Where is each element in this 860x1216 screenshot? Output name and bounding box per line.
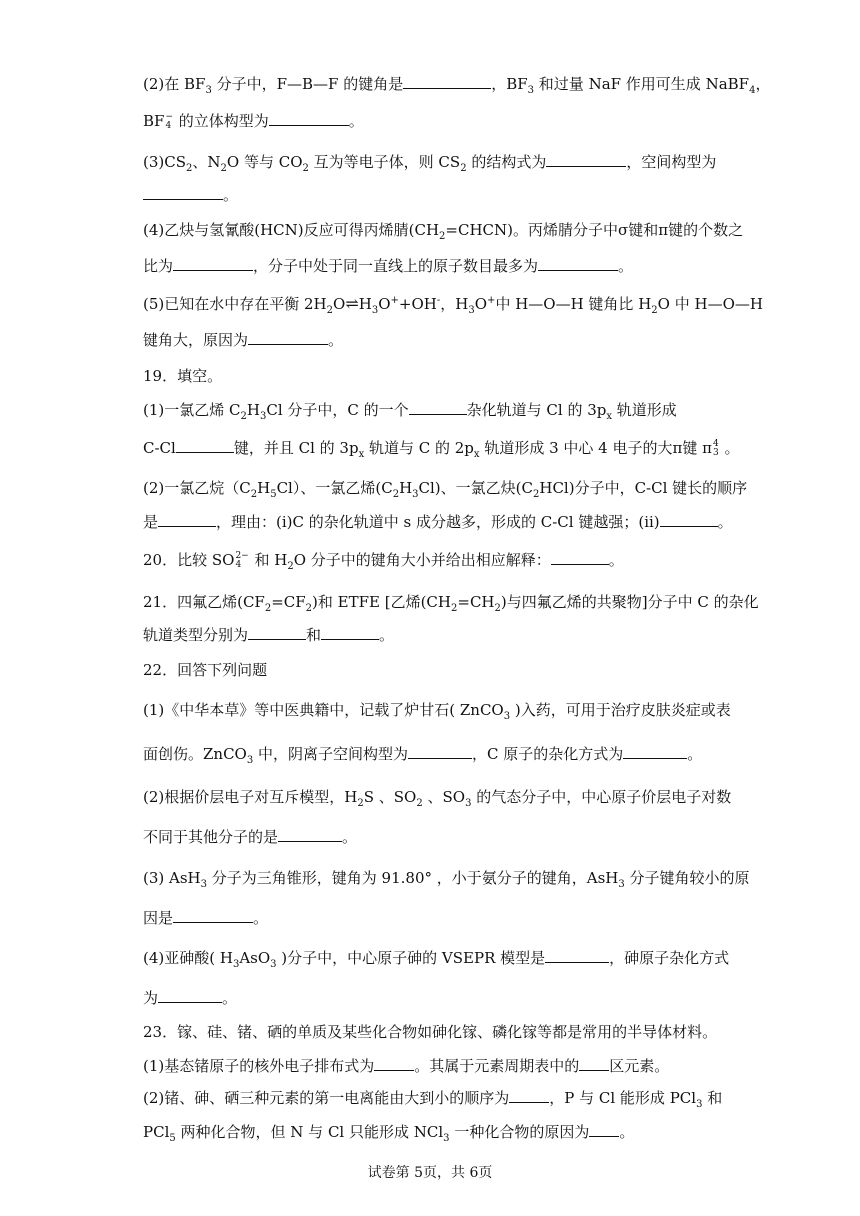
text-run: 、N [192,153,221,171]
text-run: 。 [619,1123,635,1141]
question-line [143,74,770,94]
subscript: 4 [165,121,172,131]
text-run: (2)根据价层电子对互斥模型，H [143,788,358,806]
question-line [143,744,702,764]
text-run: 的结构式为 [466,153,547,171]
superscript: − [165,112,173,122]
text-run: (4)乙炔与氢氰酸(HCN)反应可得丙烯腈(CH [143,221,440,239]
text-run: (2)一氯乙烷（C [143,479,251,497]
text-run: S 、SO [363,788,417,806]
text-run: 轨道形成 3 中心 4 电子的大π键 [479,439,698,457]
answer-blank [545,948,609,963]
answer-blank [143,185,223,200]
text-run: O [474,295,488,313]
text-run: Cl 分子中，C 的一个 [266,401,409,419]
text-run: PCl [143,1123,170,1141]
text-run: 一种化合物的原因为 [449,1123,590,1141]
text-run: )分子中，中心原子砷的 VSEPR 模型是 [276,949,546,967]
answer-blank [269,111,349,126]
text-run: (3)CS [143,153,187,171]
answer-blank [158,988,222,1003]
subscript: 2 [651,305,658,316]
subscript: x [606,411,613,422]
subscript: 5 [169,1133,176,1144]
text-run: 的立体构型为 [173,112,269,130]
text-run: 22．回答下列问题 [143,661,268,679]
text-run: 为 [143,989,159,1007]
text-run: 和 H [249,551,288,569]
subscript: x [473,449,480,460]
text-run: O 中 H—O—H [657,295,763,313]
subscript: 5 [270,489,277,500]
subscript: 3 [232,959,240,970]
answer-blank [173,908,253,923]
question-line [143,400,677,420]
stacked-index [713,440,719,458]
answer-blank [321,625,379,640]
subscript: 3 [205,85,212,96]
text-run: BF [143,112,165,130]
subscript: 2 [220,163,227,174]
answer-blank [546,152,626,167]
text-run: =CHCN)。丙烯腈分子中σ键和π键的个数之 [445,221,744,239]
question-line [143,512,733,532]
text-run: O [333,295,346,313]
subscript: 3 [468,305,475,316]
answer-blank [579,1056,609,1071]
text-run: H [358,295,372,313]
superscript: 4 [712,439,719,449]
text-run: 分子为三角锥形，键角为 91.80° ，小于氨分子的键角，AsH [207,869,619,887]
subscript: 3 [412,489,419,500]
subscript: 2 [451,603,458,614]
stacked-index [235,552,248,570]
text-run: 分子中，F—B—F 的键角是 [211,75,404,93]
subscript: 2 [250,489,258,500]
text-run: 。 [253,909,269,927]
text-run: Cl）、一氯乙烯(C [276,479,393,497]
text-run: 因是 [143,909,174,927]
subscript: 3 [527,85,535,96]
text-run: )入药，可用于治疗皮肤炎症或表 [510,701,731,719]
answer-blank [248,625,306,640]
subscript: 2 [240,411,247,422]
text-run: (5)已知在水中存在平衡 2H [143,295,327,313]
answer-blank [248,330,328,345]
subscript: 3 [200,879,208,890]
text-run: 21．四氟乙烯(CF [143,593,265,611]
text-run: =CF [271,593,306,611]
text-run: 。 [328,331,344,349]
question-line [143,1088,722,1108]
question-line [143,294,763,314]
answer-blank [589,1122,619,1137]
text-run: C-Cl [143,439,176,457]
superscript: + [390,295,399,306]
subscript: 2 [392,489,400,500]
text-run: π [697,439,712,457]
text-run: ，BF [491,75,528,93]
subscript: 3 [618,879,625,890]
text-run: 中，阴离子空间构型为 [253,745,409,763]
answer-blank [176,438,234,453]
question-line [143,827,357,847]
question-heading [143,660,267,680]
answer-blank [551,550,609,565]
text-run: 和过量 NaF 作用可生成 NaBF [534,75,750,93]
question-line [143,988,237,1008]
text-run: (2)锗、砷、硒三种元素的第一电离能由大到小的顺序为 [143,1089,510,1107]
question-heading [143,366,222,386]
question-line [143,700,731,720]
page-footer: 试卷第 5页，共 6页 [367,1165,493,1181]
answer-blank [409,400,467,415]
subscript: 3 [503,711,511,722]
question-line [143,220,743,240]
text-run: ，C 原子的杂化方式为 [472,745,624,763]
question-line [143,787,731,807]
subscript: 2 [287,561,294,572]
subscript: 3 [465,798,472,809]
text-run: (1)基态锗原子的核外电子排布式为 [143,1057,375,1075]
text-run: O 分子中的键角大小并给出相应解释： [293,551,551,569]
subscript: 2 [439,231,446,242]
subscript: 2 [302,163,309,174]
text-run: 。 [618,257,634,275]
subscript: 2 [416,798,423,809]
text-run: ，砷原子杂化方式 [609,949,730,967]
question-line [143,550,624,570]
text-run: AsO [239,949,271,967]
text-run: (2)在 BF [143,75,206,93]
subscript: 4 [235,560,242,570]
question-line [143,185,238,205]
text-run: )和 ETFE [乙烯(CH [312,593,451,611]
subscript: 3 [371,305,379,316]
text-run: 。 [348,112,364,130]
question-line [143,478,747,498]
subscript: x [358,449,365,460]
text-run: ，P 与 Cl 能形成 PCl [549,1089,697,1107]
text-run: (3) AsH [143,869,201,887]
text-run: 。 [719,439,740,457]
text-run: 。 [717,513,733,531]
text-run: 和 [702,1089,723,1107]
subscript: 2 [533,489,540,500]
question-line [143,1122,634,1142]
question-line [143,908,268,928]
question-line [143,868,750,888]
text-run: )与四氟乙烯的共聚物]分子中 C 的杂化 [500,593,759,611]
text-run: 轨道类型分别为 [143,626,249,644]
subscript: 3 [259,411,267,422]
text-run: 20．比较 SO [143,551,235,569]
text-run: ，分子中处于同一直线上的原子数目最多为 [253,257,539,275]
subscript: 2 [326,305,334,316]
text-run: O [378,295,391,313]
answer-blank [623,744,687,759]
subscript: 2 [305,603,313,614]
text-run: 键角大，原因为 [143,331,249,349]
subscript: 2 [494,603,501,614]
answer-blank [538,256,618,271]
answer-blank [278,827,342,842]
question-line [143,330,343,350]
stacked-index [165,113,173,131]
question-line [143,256,633,276]
text-run: 中 H—O—H 键角比 H [495,295,652,313]
answer-blank [408,744,472,759]
text-run: 是 [143,513,159,531]
answer-blank [509,1088,549,1103]
answer-blank [173,256,253,271]
text-run: 键，并且 Cl 的 3p [233,439,359,457]
subscript: 2 [264,603,272,614]
text-run: 、SO [422,788,466,806]
superscript: 2− [235,551,249,561]
question-line [143,152,716,172]
text-run: 。 [687,745,703,763]
subscript: 3 [712,448,719,458]
text-run: ，空间构型为 [626,153,717,171]
question-line [143,625,394,645]
answer-blank [403,74,491,89]
text-run: (1)一氯乙烯 C [143,401,241,419]
text-run: 23．镓、硅、锗、硒的单质及某些化合物如砷化镓、磷化镓等都是常用的半导体材料。 [143,1023,718,1041]
text-run: 和 [306,626,322,644]
text-run: 。 [342,828,358,846]
question-heading [143,1022,717,1042]
text-run: 不同于其他分子的是 [143,828,279,846]
text-run: 的气态分子中，中心原子价层电子对数 [471,788,732,806]
text-run: HCl)分子中，C-Cl 键长的顺序 [539,479,748,497]
text-run: (1)《中华本草》等中医典籍中，记载了炉甘石( ZnCO [143,701,504,719]
text-run: 轨道与 C 的 2p [364,439,474,457]
text-run: 分子键角较小的原 [624,869,750,887]
text-run: 。 [608,551,624,569]
text-run: H [399,479,413,497]
question-line [143,1056,669,1076]
text-run: 比为 [143,257,174,275]
answer-blank [374,1056,414,1071]
text-run: ， [755,75,771,93]
text-run: O 等与 CO [226,153,303,171]
subscript: 2 [186,163,193,174]
question-line [143,438,740,458]
subscript: 3 [246,755,254,766]
question-line [143,948,729,968]
text-run: H [246,401,260,419]
subscript: 2 [357,798,364,809]
text-run: +OH [398,295,437,313]
superscript: + [487,295,496,306]
text-run: 杂化轨道与 Cl 的 3p [466,401,607,419]
text-run: 。 [223,186,239,204]
text-run: Cl)、一氯乙炔(C [418,479,533,497]
text-run: 互为等电子体，则 CS [308,153,461,171]
answer-blank [158,512,216,527]
superscript: - [436,295,441,306]
subscript: 3 [696,1099,703,1110]
text-run: 面创伤。ZnCO [143,745,247,763]
text-run: 轨道形成 [612,401,677,419]
text-run: H [257,479,271,497]
subscript: 3 [270,959,277,970]
text-run: 两种化合物，但 N 与 Cl 只能形成 NCl [175,1123,444,1141]
text-run: ，H [440,295,469,313]
text-run: 。其属于元素周期表中的 [414,1057,580,1075]
text-run: =CH [457,593,495,611]
text-run: 19．填空。 [143,367,223,385]
text-run: 。 [379,626,395,644]
subscript: 2 [460,163,467,174]
text-run: ，理由：(i)C 的杂化轨道中 s 成分越多，形成的 C-Cl 键越强；(ii) [216,513,660,531]
question-line [143,592,759,612]
text-run: 区元素。 [609,1057,670,1075]
text-run: 。 [222,989,238,1007]
question-line [143,111,364,131]
equilibrium-arrow-icon: ⇌ [345,294,359,313]
text-run: (4)亚砷酸( H [143,949,233,967]
subscript: 3 [443,1133,450,1144]
answer-blank [660,512,718,527]
subscript: 4 [749,85,756,96]
